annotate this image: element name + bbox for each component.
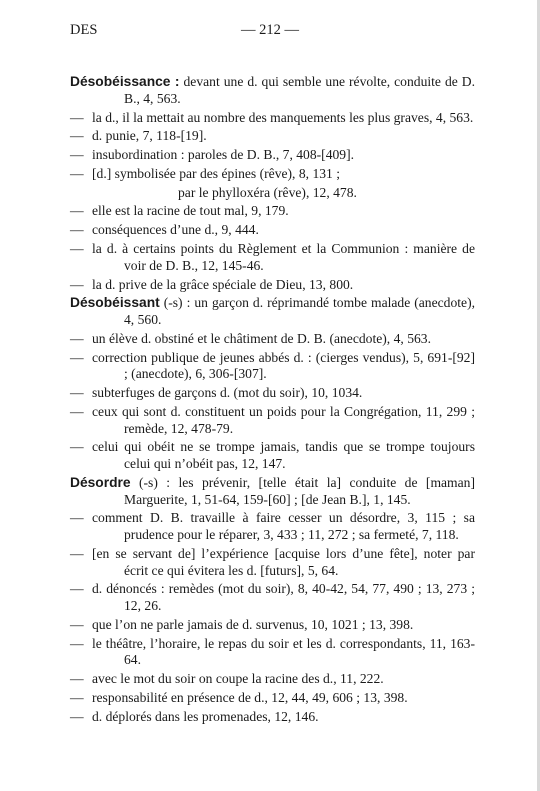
entry-text: le théâtre, l’horaire, le repas du soir et les d. correspondants, 11, 163-64. [92,635,475,668]
index-subentry [70,350,475,383]
entry-text: un élève d. obstiné et le châtiment de D. B. (anecdote), 4, 563. [92,330,431,346]
index-subentry [70,581,475,614]
entry-text: la d., il la mettait au nombre des manquements les plus graves, 4, 563. [92,109,474,125]
entry-text: (-s) : les prévenir, [telle était la] conduite de [maman] Marguerite, 1, 51-64, 159-[60] ; [de Jean B.], 1, 145. [124,474,475,507]
dash: — [70,616,84,632]
dash: — [70,147,84,163]
dash: — [70,708,84,724]
entry-text: [d.] symbolisée par des épines (rêve), 8, 131 ; [92,165,341,181]
index-subentry [70,147,475,164]
entry-text: la d. prive de la grâce spéciale de Dieu, 13, 800. [92,276,354,292]
entry-text: celui qui obéit ne se trompe jamais, tandis que se trompe toujours celui qui n’obéit pas, 12, 147. [92,439,475,472]
entry-text: conséquences d’une d., 9, 444. [92,222,259,238]
dash: — [70,241,84,257]
entry-text: avec le mot du soir on coupe la racine des d., 11, 222. [92,671,384,687]
entry-text: elle est la racine de tout mal, 9, 179. [92,203,289,219]
index-subentry [70,617,475,634]
dash: — [70,203,84,219]
index-subentry [70,222,475,239]
entry-text: [en se servant de] l’expérience [acquise lors d’une fête], noter par écrit ce qui évitera les d. [futurs], 5, 64. [92,545,475,578]
dash: — [70,222,84,238]
dash: — [70,349,84,365]
running-head: DES [70,22,98,38]
entry-text: correction publique de jeunes abbés d. : (cierges vendus), 5, 691-[92] ; (anecdote), 6, 306-[307]. [92,349,475,382]
entry-text: devant une d. qui semble une révolte, conduite de D. B., 4, 563. [124,74,475,106]
index-subentry [70,241,475,274]
entry-text: ceux qui sont d. constituent un poids pour la Congrégation, 11, 299 ; remède, 12, 478-79. [92,403,475,436]
dash: — [70,403,84,419]
entry-text: la d. à certains points du Règlement et la Communion : manière de voir de D. B., 12, 145-46. [92,241,475,273]
index-subentry [70,636,475,669]
entry-text: (-s) : un garçon d. réprimandé tombe malade (anecdote), 4, 560. [124,295,475,328]
index-subentry [70,510,475,543]
dash: — [70,581,84,597]
dash: — [70,385,84,401]
index-subentry [70,203,475,220]
dash: — [70,109,84,125]
entry-text: insubordination : paroles de D. B., 7, 408-[409]. [92,147,355,163]
index-subentry [70,404,475,437]
entry-text: comment D. B. travaille à faire cesser un désordre, 3, 115 ; sa prudence pour le réparer, 3, 433 ; 11, 272 ; sa fermeté, 7, 118. [92,510,475,543]
dash: — [70,276,84,292]
index-subentry [70,439,475,472]
index-subentry [70,166,475,183]
index-entries [70,74,475,728]
page-number: — 212 — [241,22,299,38]
index-entry [70,74,475,107]
index-continuation [70,185,475,202]
entry-headword: Désordre [70,474,131,490]
index-entry [70,475,475,508]
index-entry [70,295,475,328]
dash: — [70,165,84,181]
dash: — [70,545,84,561]
dash: — [70,671,84,687]
entry-text: par le phylloxéra (rêve), 12, 478. [178,184,357,200]
entry-text: d. dénoncés : remèdes (mot du soir), 8, 40-42, 54, 77, 490 ; 13, 273 ; 12, 26. [92,581,475,614]
entry-headword: Désobéissance : [70,74,180,89]
entry-text: que l’on ne parle jamais de d. survenus, 10, 1021 ; 13, 398. [92,616,414,632]
entry-text: d. déplorés dans les promenades, 12, 146. [92,708,319,724]
entry-text: responsabilité en présence de d., 12, 44, 49, 606 ; 13, 398. [92,690,408,706]
index-subentry [70,277,475,294]
index-subentry [70,385,475,402]
entry-headword: Désobéissant [70,295,160,311]
dash: — [70,128,84,144]
entry-text: d. punie, 7, 118-[19]. [92,128,207,144]
index-subentry [70,110,475,127]
dash: — [70,439,84,455]
index-subentry [70,690,475,707]
dash: — [70,330,84,346]
page-header [70,22,470,44]
index-subentry [70,331,475,348]
index-subentry [70,671,475,688]
entry-text: subterfuges de garçons d. (mot du soir), 10, 1034. [92,385,363,401]
dash: — [70,510,84,526]
index-subentry [70,128,475,145]
dash: — [70,690,84,706]
dash: — [70,635,84,651]
index-subentry [70,709,475,726]
index-subentry [70,546,475,579]
